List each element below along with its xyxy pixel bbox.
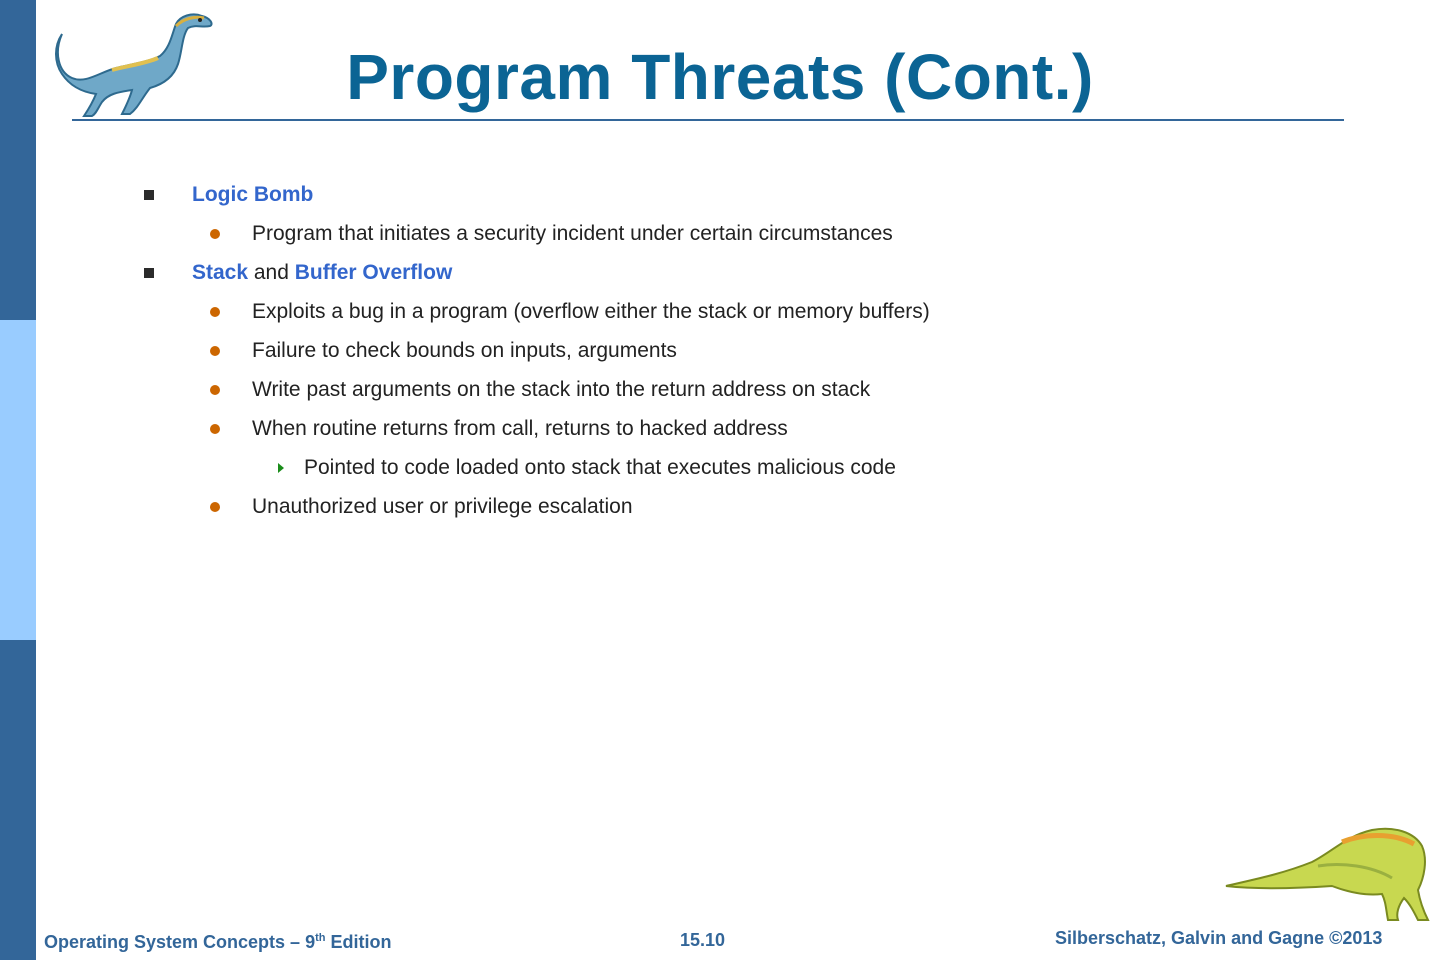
keyword-text: Buffer Overflow: [294, 261, 453, 284]
slide-title: Program Threats (Cont.): [346, 41, 1094, 113]
bullet-item-level-2: [252, 338, 677, 364]
footer-book-suffix: Edition: [325, 932, 392, 952]
square-bullet-icon: [144, 268, 154, 278]
bullet-item-level-1: [192, 260, 452, 286]
bullet-item-level-2: [252, 299, 930, 325]
round-bullet-icon: [210, 424, 220, 434]
bullet-item-level-2: [252, 416, 788, 442]
left-sidebar-highlight: [0, 320, 36, 640]
bullet-item-level-2: [252, 221, 893, 247]
square-bullet-icon: [144, 190, 154, 200]
round-bullet-icon: [210, 307, 220, 317]
footer-authors: Silberschatz, Galvin and Gagne ©2013: [1055, 928, 1383, 948]
bullet-item-level-2: [252, 494, 633, 520]
footer-book-title: [44, 932, 391, 953]
bullet-text: When routine returns from call, returns to hacked address: [252, 417, 788, 440]
footer-page-number: 15.10: [680, 930, 726, 950]
arrow-bullet-icon: [278, 463, 284, 473]
round-bullet-icon: [210, 229, 220, 239]
footer-book-sup: th: [315, 932, 326, 944]
keyword-text: Logic Bomb: [192, 183, 314, 206]
keyword-text: Stack: [192, 261, 249, 284]
round-bullet-icon: [210, 385, 220, 395]
bullet-text: Pointed to code loaded onto stack that executes malicious code: [304, 456, 896, 479]
bullet-item-level-2: [252, 377, 870, 403]
bullet-text: Exploits a bug in a program (overflow either the stack or memory buffers): [252, 300, 930, 323]
bullet-text: Program that initiates a security incident under certain circumstances: [252, 222, 893, 245]
round-bullet-icon: [210, 346, 220, 356]
left-sidebar: [0, 0, 36, 960]
bullet-item-level-3: [304, 455, 896, 481]
bullet-text: Write past arguments on the stack into the return address on stack: [252, 378, 871, 401]
bullet-text: Unauthorized user or privilege escalation: [252, 495, 633, 518]
bullet-text: Failure to check bounds on inputs, arguments: [252, 339, 677, 362]
bullet-item-level-1: [192, 182, 313, 208]
round-bullet-icon: [210, 502, 220, 512]
footer-book-main: Operating System Concepts – 9: [44, 932, 316, 952]
dinosaur-bottom-icon: [1222, 822, 1430, 924]
bullet-text: and: [248, 261, 295, 284]
title-divider: [72, 119, 1344, 121]
